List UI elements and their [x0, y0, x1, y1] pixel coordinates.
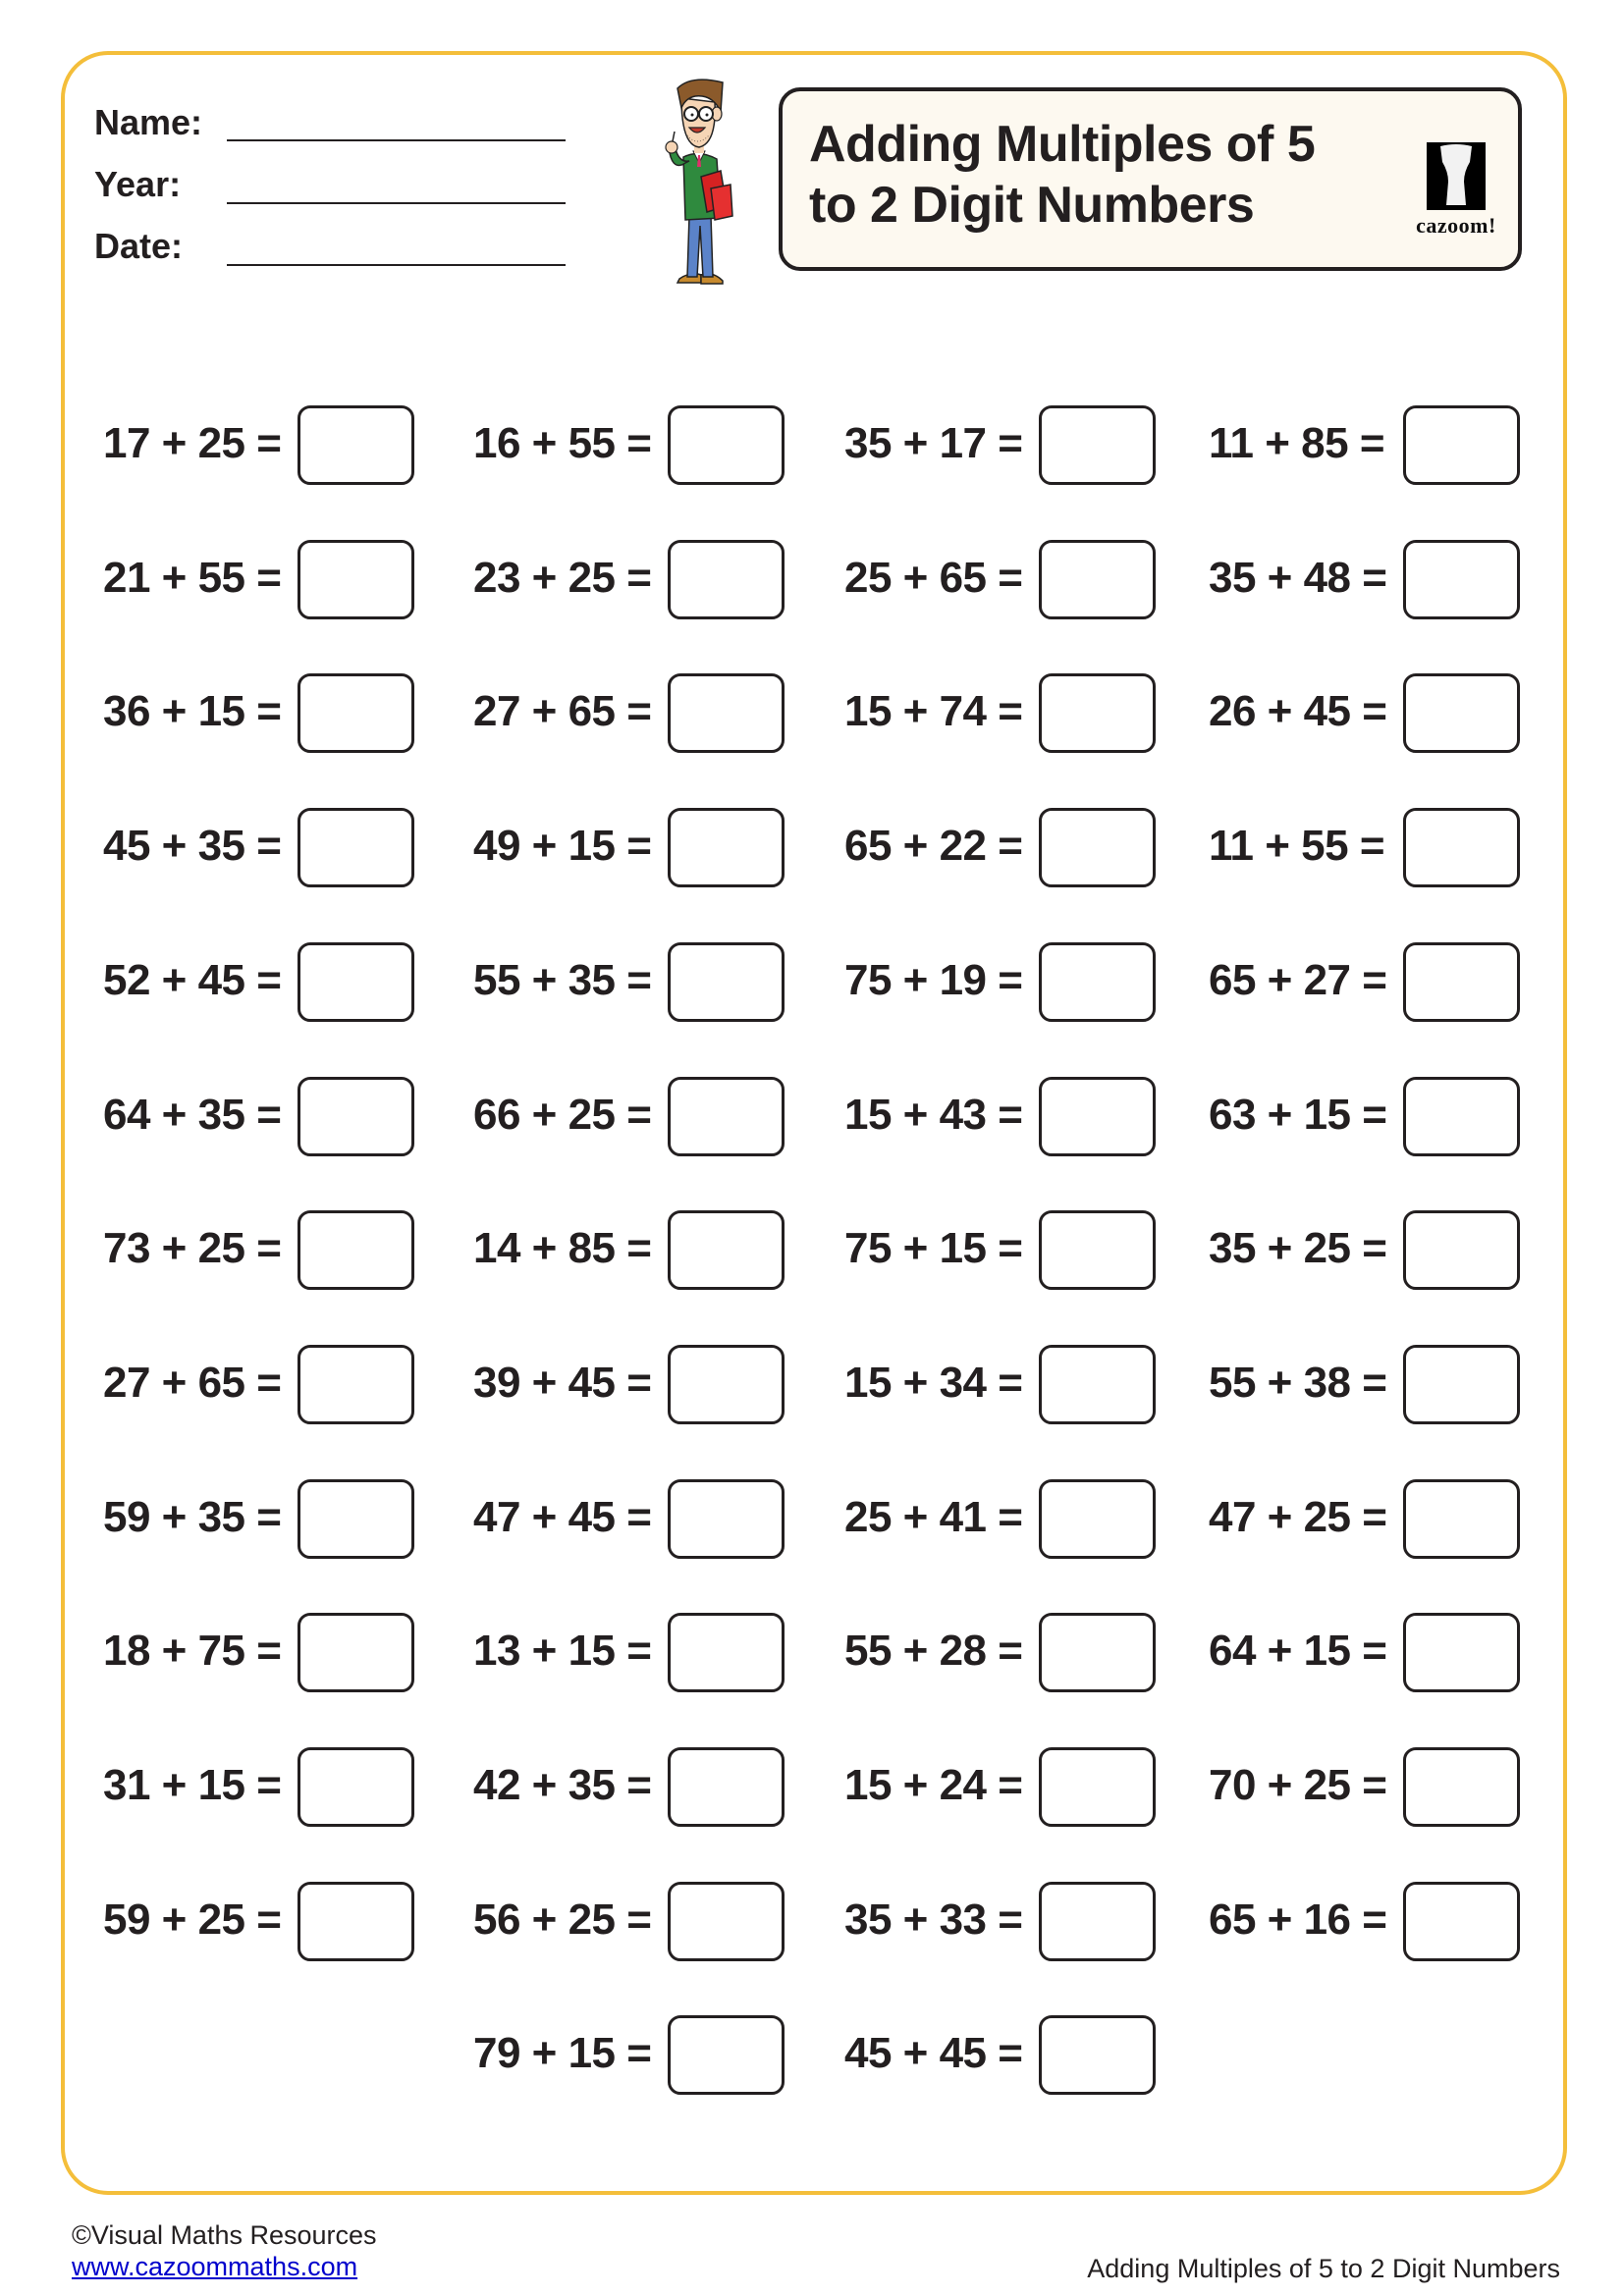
problem-item: [1209, 942, 1523, 1022]
answer-box[interactable]: [1039, 2015, 1156, 2095]
problem-item: [844, 405, 1159, 485]
problem-expression: 27 + 65 =: [473, 687, 652, 735]
problem-item: [473, 1613, 787, 1692]
answer-box[interactable]: [1039, 540, 1156, 619]
problem-item: [1209, 1479, 1523, 1559]
website-link[interactable]: www.cazoommaths.com: [72, 2252, 358, 2281]
year-label: Year:: [94, 164, 182, 204]
problem-item: [473, 1077, 787, 1156]
answer-box[interactable]: [1403, 808, 1520, 887]
problem-item: [1209, 673, 1523, 753]
answer-box[interactable]: [1039, 1345, 1156, 1424]
problem-item: [473, 1882, 787, 1961]
problem-expression: 35 + 17 =: [844, 419, 1023, 467]
problem-expression: 55 + 35 =: [473, 956, 652, 1004]
copyright-text: ©Visual Maths Resources: [72, 2220, 377, 2250]
problem-item: [844, 1077, 1159, 1156]
logo-text: cazoom!: [1416, 213, 1496, 238]
problem-item: [103, 673, 417, 753]
footer-left: [72, 2219, 377, 2282]
problem-expression: 18 + 75 =: [103, 1627, 282, 1675]
answer-box[interactable]: [298, 1345, 414, 1424]
answer-box[interactable]: [1039, 1882, 1156, 1961]
answer-box[interactable]: [1403, 1882, 1520, 1961]
problem-item: [844, 2015, 1159, 2095]
problem-item: [473, 942, 787, 1022]
problem-item: [844, 808, 1159, 887]
problem-expression: 26 + 45 =: [1209, 687, 1387, 735]
problem-item: [473, 2015, 787, 2095]
answer-box[interactable]: [1403, 673, 1520, 753]
problem-item: [844, 1882, 1159, 1961]
answer-box[interactable]: [668, 1747, 785, 1827]
problem-expression: 65 + 16 =: [1209, 1896, 1387, 1944]
problem-expression: 75 + 15 =: [844, 1224, 1023, 1272]
answer-box[interactable]: [298, 405, 414, 485]
problem-expression: 25 + 65 =: [844, 554, 1023, 602]
problem-item: [1209, 1345, 1523, 1424]
problem-item: [103, 1747, 417, 1827]
problem-item: [103, 1345, 417, 1424]
footer-worksheet-title: Adding Multiples of 5 to 2 Digit Numbers: [1087, 2254, 1560, 2283]
answer-box[interactable]: [298, 1210, 414, 1290]
answer-box[interactable]: [668, 1345, 785, 1424]
answer-box[interactable]: [298, 808, 414, 887]
problem-expression: 21 + 55 =: [103, 554, 282, 602]
problem-item: [1209, 1613, 1523, 1692]
problem-item: [844, 540, 1159, 619]
problem-expression: 65 + 22 =: [844, 822, 1023, 870]
answer-box[interactable]: [1403, 1345, 1520, 1424]
answer-box[interactable]: [668, 1077, 785, 1156]
problem-expression: 64 + 15 =: [1209, 1627, 1387, 1675]
answer-box[interactable]: [298, 1747, 414, 1827]
answer-box[interactable]: [1039, 1210, 1156, 1290]
answer-box[interactable]: [1039, 1077, 1156, 1156]
problem-expression: 66 + 25 =: [473, 1091, 652, 1139]
answer-box[interactable]: [298, 1882, 414, 1961]
answer-box[interactable]: [668, 673, 785, 753]
answer-box[interactable]: [1403, 405, 1520, 485]
problem-expression: 73 + 25 =: [103, 1224, 282, 1272]
problem-expression: 64 + 35 =: [103, 1091, 282, 1139]
problem-expression: 16 + 55 =: [473, 419, 652, 467]
problem-item: [1209, 405, 1523, 485]
problem-expression: 63 + 15 =: [1209, 1091, 1387, 1139]
problem-expression: 39 + 45 =: [473, 1359, 652, 1407]
problem-item: [844, 673, 1159, 753]
answer-box[interactable]: [668, 1210, 785, 1290]
problem-item: [103, 1210, 417, 1290]
problem-expression: 13 + 15 =: [473, 1627, 652, 1675]
answer-box[interactable]: [298, 1077, 414, 1156]
problem-expression: 35 + 25 =: [1209, 1224, 1387, 1272]
problem-item: [103, 808, 417, 887]
answer-box[interactable]: [668, 1882, 785, 1961]
answer-box[interactable]: [298, 540, 414, 619]
problem-expression: 15 + 74 =: [844, 687, 1023, 735]
problem-item: [844, 942, 1159, 1022]
answer-box[interactable]: [668, 808, 785, 887]
problem-expression: 59 + 25 =: [103, 1896, 282, 1944]
answer-box[interactable]: [1039, 1479, 1156, 1559]
problem-item: [844, 1747, 1159, 1827]
problem-item: [473, 673, 787, 753]
djembe-drum-icon: [1427, 142, 1486, 210]
answer-box[interactable]: [668, 1479, 785, 1559]
problem-item: [103, 1613, 417, 1692]
problem-expression: 15 + 34 =: [844, 1359, 1023, 1407]
problem-item: [844, 1613, 1159, 1692]
problem-expression: 35 + 48 =: [1209, 554, 1387, 602]
problem-expression: 35 + 33 =: [844, 1896, 1023, 1944]
answer-box[interactable]: [1039, 405, 1156, 485]
problem-item: [103, 405, 417, 485]
problem-expression: 11 + 85 =: [1209, 419, 1385, 467]
problem-expression: 31 + 15 =: [103, 1761, 282, 1809]
answer-box[interactable]: [1039, 1747, 1156, 1827]
problem-item: [1209, 1210, 1523, 1290]
problem-expression: 70 + 25 =: [1209, 1761, 1387, 1809]
cazoom-logo: [1401, 138, 1511, 237]
answer-box[interactable]: [298, 942, 414, 1022]
answer-box[interactable]: [1403, 1747, 1520, 1827]
answer-box[interactable]: [668, 540, 785, 619]
answer-box[interactable]: [668, 1613, 785, 1692]
problem-expression: 17 + 25 =: [103, 419, 282, 467]
answer-box[interactable]: [1403, 540, 1520, 619]
problem-expression: 65 + 27 =: [1209, 956, 1387, 1004]
problem-expression: 56 + 25 =: [473, 1896, 652, 1944]
problem-expression: 23 + 25 =: [473, 554, 652, 602]
problem-expression: 55 + 28 =: [844, 1627, 1023, 1675]
problem-item: [473, 540, 787, 619]
problem-expression: 59 + 35 =: [103, 1493, 282, 1541]
problem-item: [1209, 1882, 1523, 1961]
problem-expression: 45 + 45 =: [844, 2029, 1023, 2077]
problem-item: [103, 1479, 417, 1559]
problem-item: [103, 540, 417, 619]
problem-expression: 47 + 25 =: [1209, 1493, 1387, 1541]
name-line[interactable]: [227, 139, 566, 141]
answer-box[interactable]: [1403, 1613, 1520, 1692]
teacher-cartoon-icon: [652, 69, 742, 293]
answer-box[interactable]: [1403, 1077, 1520, 1156]
problem-expression: 14 + 85 =: [473, 1224, 652, 1272]
problem-expression: 79 + 15 =: [473, 2029, 652, 2077]
problem-expression: 25 + 41 =: [844, 1493, 1023, 1541]
problem-item: [103, 942, 417, 1022]
date-label: Date:: [94, 226, 184, 266]
problem-item: [844, 1479, 1159, 1559]
answer-box[interactable]: [668, 942, 785, 1022]
answer-box[interactable]: [668, 2015, 785, 2095]
problem-expression: 49 + 15 =: [473, 822, 652, 870]
problem-expression: 47 + 45 =: [473, 1493, 652, 1541]
name-label: Name:: [94, 102, 203, 142]
answer-box[interactable]: [1039, 673, 1156, 753]
problem-expression: 45 + 35 =: [103, 822, 282, 870]
problem-expression: 42 + 35 =: [473, 1761, 652, 1809]
problem-item: [1209, 1747, 1523, 1827]
answer-box[interactable]: [298, 673, 414, 753]
problem-expression: 55 + 38 =: [1209, 1359, 1387, 1407]
problem-item: [844, 1345, 1159, 1424]
problem-item: [473, 1747, 787, 1827]
answer-box[interactable]: [1403, 1479, 1520, 1559]
answer-box[interactable]: [298, 1479, 414, 1559]
answer-box[interactable]: [668, 405, 785, 485]
answer-box[interactable]: [1403, 1210, 1520, 1290]
problem-expression: 75 + 19 =: [844, 956, 1023, 1004]
problem-expression: 15 + 43 =: [844, 1091, 1023, 1139]
problem-item: [1209, 808, 1523, 887]
problem-item: [844, 1210, 1159, 1290]
answer-box[interactable]: [1403, 942, 1520, 1022]
problem-item: [1209, 1077, 1523, 1156]
answer-box[interactable]: [1039, 1613, 1156, 1692]
problem-item: [473, 405, 787, 485]
problem-item: [473, 1479, 787, 1559]
worksheet-title-line-1: Adding Multiples of 5: [809, 116, 1316, 173]
problem-item: [1209, 540, 1523, 619]
problem-expression: 52 + 45 =: [103, 956, 282, 1004]
problem-expression: 36 + 15 =: [103, 687, 282, 735]
date-line[interactable]: [227, 264, 566, 266]
worksheet-title-box: [779, 87, 1522, 271]
problem-item: [103, 1882, 417, 1961]
answer-box[interactable]: [1039, 808, 1156, 887]
worksheet-title-line-2: to 2 Digit Numbers: [809, 177, 1255, 234]
problem-item: [473, 808, 787, 887]
year-line[interactable]: [227, 202, 566, 204]
problem-expression: 27 + 65 =: [103, 1359, 282, 1407]
problem-item: [473, 1345, 787, 1424]
answer-box[interactable]: [298, 1613, 414, 1692]
problem-item: [473, 1210, 787, 1290]
problem-expression: 11 + 55 =: [1209, 822, 1385, 870]
problem-expression: 15 + 24 =: [844, 1761, 1023, 1809]
problem-item: [103, 1077, 417, 1156]
answer-box[interactable]: [1039, 942, 1156, 1022]
